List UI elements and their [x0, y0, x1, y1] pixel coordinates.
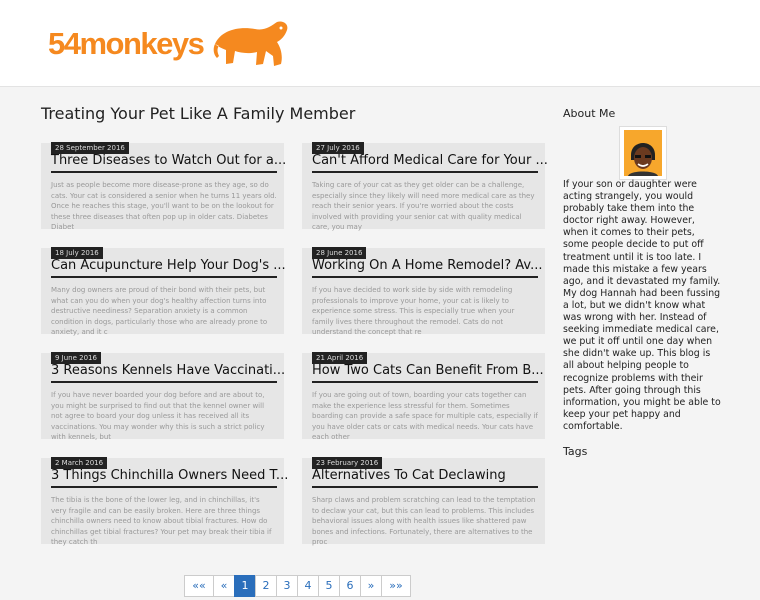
post-card[interactable]: [41, 458, 289, 546]
post-card[interactable]: [41, 353, 284, 439]
sidebar: [563, 107, 723, 458]
post-excerpt: Taking care of your cat as they get older can be a challenge, especially since they likely will need more medical care as they reach their senior years. If you're worried about the costs involved with providing your senior cat with quality medical care, you may: [312, 181, 535, 231]
pagination-page[interactable]: 6: [339, 575, 361, 597]
post-excerpt: Many dog owners are proud of their bond with their pets, but what can you do when your dog's healthy affection turns into destructive neediness? Separation anxiety is a common condition in dogs, particularly those who are already prone to anxiety, and it c: [51, 286, 268, 336]
post-title-link[interactable]: 3 Things Chinchilla Owners Need T...: [51, 467, 277, 488]
pagination-next[interactable]: »: [360, 575, 382, 597]
post-excerpt: If you are going out of town, boarding your cats together can make the experience less stressful for them. Sometimes boarding can provide a safe space for multiple cats, especially if you have older cats or cats with medical needs. Your cats have each other: [312, 391, 538, 441]
tags-heading: Tags: [563, 445, 588, 458]
site-header: [0, 0, 760, 87]
pagination-first[interactable]: ««: [184, 575, 214, 597]
pagination-last[interactable]: »»: [381, 575, 411, 597]
post-title-link[interactable]: 3 Reasons Kennels Have Vaccinati...: [51, 362, 277, 383]
pagination: [185, 575, 411, 597]
pagination-page[interactable]: 1: [234, 575, 256, 597]
post-date: 18 July 2016: [51, 247, 103, 259]
pagination-page[interactable]: 4: [297, 575, 319, 597]
site-logo[interactable]: [48, 18, 295, 70]
post-date: 23 February 2016: [312, 457, 382, 469]
avatar: [619, 126, 667, 180]
post-date: 2 March 2016: [51, 457, 107, 469]
monkey-icon: [211, 18, 295, 70]
about-text: If your son or daughter were acting strangely, you would probably take them into the doctor right away. However, when it comes to their pets, some people decide to put off treatment until it is too late. I made this mistake a few years ago, and it devastated my family. My dog Hannah had been fussing a lot, but we didn't know what was wrong with her. Instead of seeking immediate medical care, we put it off until one day when she didn't wake up. This blog is all about helping people to recognize problems with their pets. After going through this information, you might be able to keep your pet happy and comfortable.: [563, 179, 721, 432]
post-excerpt: If you have never boarded your dog before and are about to, you might be surprised to find out that the kennel owner will not agree to board your dog unless it has received all its vaccinations. You may wonder why this is such a strict policy with kennels, but: [51, 391, 265, 441]
pagination-prev[interactable]: «: [213, 575, 235, 597]
post-card[interactable]: [302, 143, 548, 231]
post-excerpt: Sharp claws and problem scratching can lead to the temptation to declaw your cat, but this can lead to problems. This includes behavioral issues along with health issues like shattered paw bones and infections. Fortunately, there are alternatives to the proc: [312, 496, 536, 546]
avatar-icon: [620, 127, 666, 179]
post-title-link[interactable]: Alternatives To Cat Declawing: [312, 467, 538, 488]
post-date: 28 September 2016: [51, 142, 129, 154]
post-excerpt: If you have decided to work side by side with remodeling professionals to improve your home, your cat is likely to experience some stress. This is especially true when your family lives there throughout the remodel. Cats do not understand the concept that re: [312, 286, 515, 336]
post-card[interactable]: [302, 248, 545, 334]
post-card[interactable]: [41, 248, 284, 334]
pagination-page[interactable]: 5: [318, 575, 340, 597]
logo-text[interactable]: 54monkeys: [48, 26, 204, 61]
post-title-link[interactable]: Can Acupuncture Help Your Dog's ...: [51, 257, 277, 278]
post-card[interactable]: [302, 353, 545, 439]
post-title-link[interactable]: Working On A Home Remodel? Av...: [312, 257, 538, 278]
about-heading: About Me: [563, 107, 616, 120]
post-date: 9 June 2016: [51, 352, 101, 364]
page-title: Treating Your Pet Like A Family Member: [41, 104, 356, 123]
post-date: 27 July 2016: [312, 142, 364, 154]
post-title-link[interactable]: Can't Afford Medical Care for Your ...: [312, 152, 538, 173]
post-title-link[interactable]: How Two Cats Can Benefit From B...: [312, 362, 538, 383]
post-card[interactable]: [41, 143, 287, 231]
post-excerpt: The tibia is the bone of the lower leg, and in chinchillas, it's very fragile and can be easily broken. Here are three things chinchilla owners need to know about tibial fractures. How do chinchillas get tibial fractures? Your pet may break their tibia if they catch th: [51, 496, 272, 546]
post-title-link[interactable]: Three Diseases to Watch Out for a...: [51, 152, 277, 173]
post-date: 28 June 2016: [312, 247, 366, 259]
pagination-page[interactable]: 2: [255, 575, 277, 597]
post-excerpt: Just as people become more disease-prone as they age, so do cats. Your cat is considered a senior when he turns 11 years old. Once he reaches this stage, you'll want to be on the lookout for these three diseases that often pop up in older cats. Diabetes Diabet: [51, 181, 277, 231]
post-card[interactable]: [302, 458, 545, 544]
pagination-page[interactable]: 3: [276, 575, 298, 597]
post-date: 21 April 2016: [312, 352, 367, 364]
